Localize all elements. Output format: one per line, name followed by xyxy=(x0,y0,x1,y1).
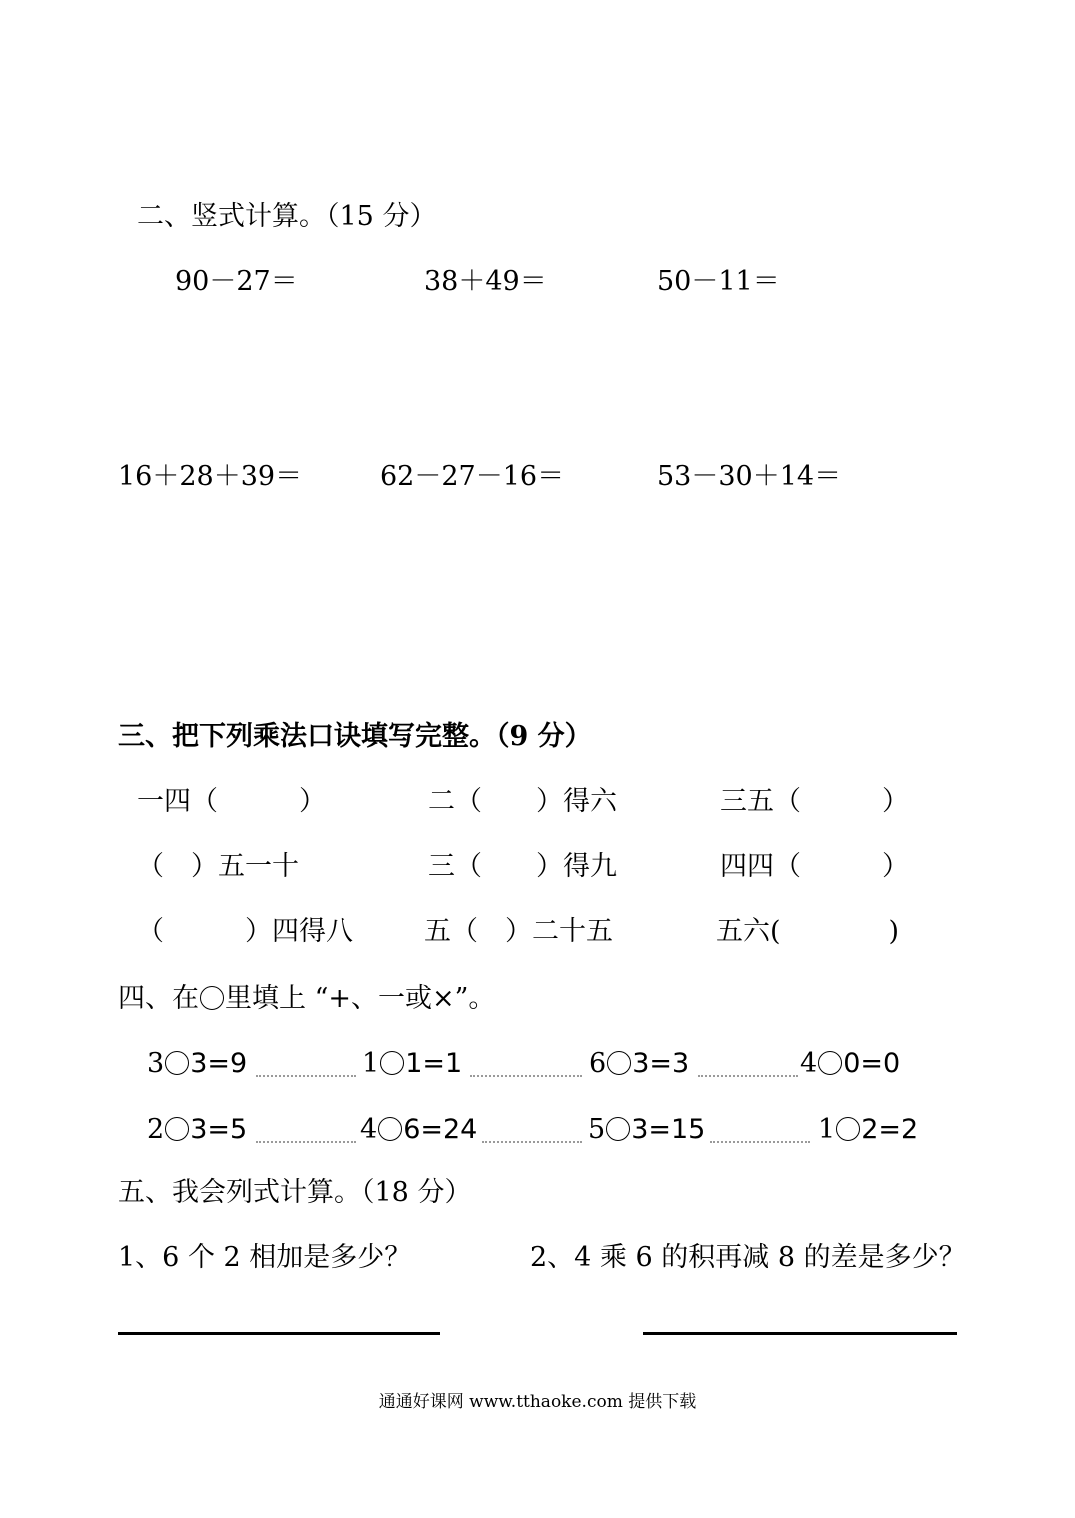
section-4-title-pre: 四、在 xyxy=(118,983,199,1014)
equation-rest: 3=9 xyxy=(190,1048,248,1079)
calc-problem: 90－27＝ xyxy=(175,266,298,297)
operator-circle[interactable] xyxy=(818,1051,842,1075)
operator-circle[interactable] xyxy=(165,1117,189,1141)
operator-item xyxy=(362,1050,462,1077)
operator-item xyxy=(800,1050,900,1077)
section-4-title xyxy=(118,985,495,1012)
fill-blank-item: （ ）五一十 xyxy=(137,851,299,882)
operator-circle[interactable] xyxy=(606,1117,630,1141)
fill-blank-item: 三五（ ） xyxy=(720,786,909,817)
dotted-leader xyxy=(256,1075,356,1077)
fill-blank-item: 一四（ ） xyxy=(137,786,326,817)
calc-problem: 38＋49＝ xyxy=(424,266,547,297)
word-problem-2: 2、4 乘 6 的积再减 8 的差是多少？ xyxy=(530,1242,966,1273)
operand: 1 xyxy=(362,1048,380,1079)
operator-circle[interactable] xyxy=(378,1117,402,1141)
circle-icon xyxy=(200,986,224,1010)
calc-problem: 62－27－16＝ xyxy=(380,461,565,492)
operand: 5 xyxy=(588,1114,606,1145)
operator-circle[interactable] xyxy=(380,1051,404,1075)
operand: 1 xyxy=(818,1114,836,1145)
answer-line-2[interactable] xyxy=(643,1332,957,1335)
operator-item xyxy=(818,1116,918,1143)
operator-item xyxy=(589,1050,689,1077)
operator-circle[interactable] xyxy=(607,1051,631,1075)
section-2-title: 二、竖式计算。（15 分） xyxy=(137,201,437,232)
calc-problem: 53－30＋14＝ xyxy=(657,461,842,492)
equation-rest: 1=1 xyxy=(405,1048,463,1079)
section-5-title: 五、我会列式计算。（18 分） xyxy=(118,1177,472,1208)
answer-line-1[interactable] xyxy=(118,1332,440,1335)
operand: 6 xyxy=(589,1048,607,1079)
dotted-leader xyxy=(482,1141,582,1143)
operator-item xyxy=(147,1050,247,1077)
operator-item xyxy=(360,1116,477,1143)
equation-rest: 2=2 xyxy=(861,1114,919,1145)
dotted-leader xyxy=(470,1075,582,1077)
fill-blank-item: 三（ ）得九 xyxy=(428,851,617,882)
fill-blank-item: 五六( ) xyxy=(716,916,900,947)
equation-rest: 0=0 xyxy=(843,1048,901,1079)
equation-rest: 3=3 xyxy=(632,1048,690,1079)
dotted-leader xyxy=(710,1141,810,1143)
fill-blank-item: 二（ ）得六 xyxy=(428,786,617,817)
equation-rest: 3=15 xyxy=(631,1114,706,1145)
dotted-leader xyxy=(698,1075,798,1077)
operator-item xyxy=(147,1116,247,1143)
operator-circle[interactable] xyxy=(836,1117,860,1141)
page-footer: 通通好课网 www.tthaoke.com 提供下载 xyxy=(378,1392,697,1412)
dotted-leader xyxy=(256,1141,356,1143)
operator-item xyxy=(588,1116,705,1143)
calc-problem: 16＋28＋39＝ xyxy=(118,461,303,492)
equation-rest: 6=24 xyxy=(403,1114,478,1145)
calc-problem: 50－11＝ xyxy=(657,266,780,297)
operator-circle[interactable] xyxy=(165,1051,189,1075)
fill-blank-item: 四四（ ） xyxy=(720,851,909,882)
section-3-title: 三、把下列乘法口诀填写完整。（9 分） xyxy=(118,721,592,752)
equation-rest: 3=5 xyxy=(190,1114,248,1145)
operand: 4 xyxy=(360,1114,378,1145)
section-4-title-post: 里填上 “+、一或×”。 xyxy=(225,983,496,1014)
operand: 2 xyxy=(147,1114,165,1145)
fill-blank-item: 五（ ）二十五 xyxy=(424,916,613,947)
fill-blank-item: （ ）四得八 xyxy=(137,916,353,947)
operand: 4 xyxy=(800,1048,818,1079)
operand: 3 xyxy=(147,1048,165,1079)
word-problem-1: 1、6 个 2 相加是多少？ xyxy=(118,1242,412,1273)
